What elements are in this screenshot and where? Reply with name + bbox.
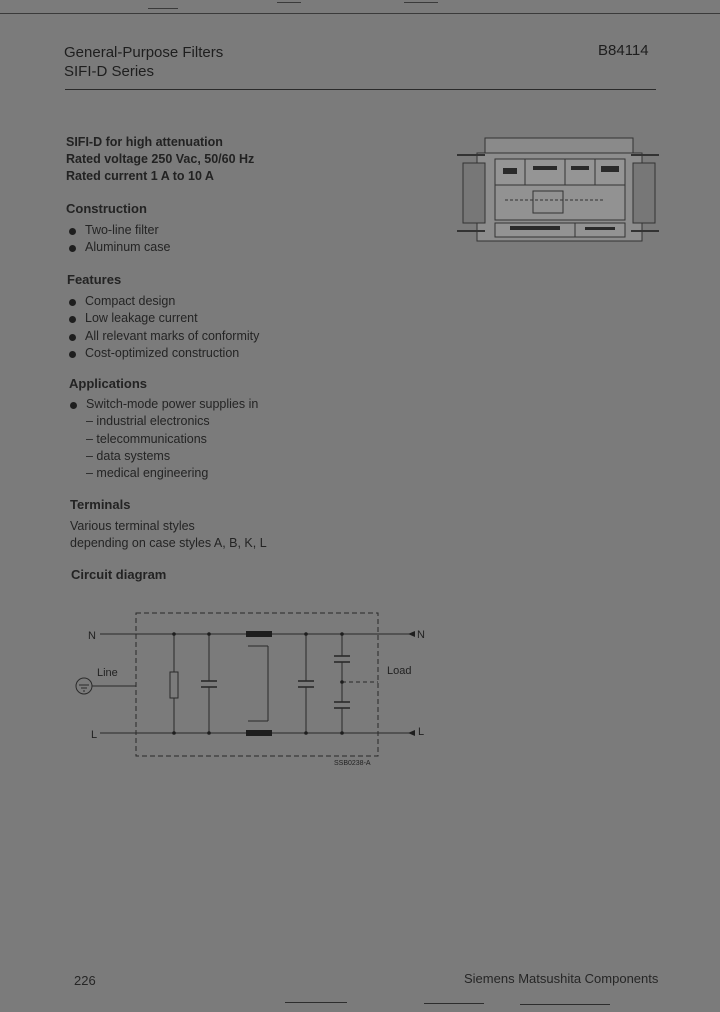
circuit-heading: Circuit diagram	[71, 567, 167, 582]
header-rule	[65, 89, 656, 90]
footer-company: Siemens Matsushita Components	[464, 971, 659, 986]
intro-block	[66, 134, 254, 185]
product-image	[455, 133, 661, 263]
intro-line-1: SIFI-D for high attenuation	[66, 135, 223, 149]
page-number: 226	[74, 973, 96, 988]
label-l-right: L	[418, 726, 425, 738]
terminals-heading: Terminals	[70, 497, 131, 512]
list-item: – industrial electronics	[86, 414, 210, 429]
construction-heading: Construction	[66, 201, 147, 216]
intro-line-3: Rated current 1 A to 10 A	[66, 169, 214, 183]
terminals-line-1: Various terminal styles	[70, 519, 195, 533]
ground-symbol	[76, 678, 92, 694]
label-load: Load	[387, 665, 412, 677]
page-title	[64, 43, 223, 81]
terminals-line-2: depending on case styles A, B, K, L	[70, 536, 267, 550]
list-item: Aluminum case	[68, 240, 170, 257]
construction-list	[68, 223, 170, 258]
bottom-scan-mark	[285, 1002, 347, 1003]
list-item: Two-line filter	[68, 223, 170, 240]
list-item: – telecommunications	[86, 431, 207, 446]
top-scan-mark	[148, 8, 178, 9]
top-scan-mark	[277, 2, 301, 3]
features-list	[68, 294, 259, 363]
intro-line-2: Rated voltage 250 Vac, 50/60 Hz	[66, 152, 255, 166]
part-number: B84114	[598, 42, 649, 59]
figure-code: SSB0238-A	[334, 760, 371, 767]
list-item: Low leakage current	[68, 311, 259, 328]
l-output-arrow	[408, 730, 415, 736]
features-heading: Features	[67, 272, 122, 287]
filter-case-drawing	[457, 138, 659, 241]
label-n-left: N	[88, 630, 96, 642]
terminals-text	[70, 518, 267, 552]
applications-list	[69, 397, 258, 483]
label-line: Line	[97, 667, 118, 679]
junction-dots	[172, 632, 344, 735]
list-item: All relevant marks of conformity	[68, 329, 259, 346]
top-scan-mark	[404, 2, 438, 3]
list-item: – medical engineering	[86, 466, 209, 481]
choke-winding-l	[246, 730, 272, 736]
label-n-right: N	[417, 629, 425, 641]
resistor	[170, 672, 178, 698]
title-line-1: General-Purpose Filters	[64, 44, 224, 61]
choke-winding-n	[246, 631, 272, 637]
circuit-diagram	[60, 600, 440, 775]
bottom-scan-mark	[520, 1004, 610, 1005]
list-item: Switch-mode power supplies in	[69, 397, 258, 414]
list-item: – data systems	[86, 448, 171, 463]
bottom-scan-mark	[424, 1003, 484, 1004]
applications-heading: Applications	[69, 376, 148, 391]
top-border-line	[0, 13, 720, 14]
title-line-2: SIFI-D Series	[64, 63, 155, 80]
applications-sub-list	[69, 414, 258, 483]
label-l-left: L	[91, 729, 98, 741]
list-item: Compact design	[68, 294, 259, 311]
list-item: Cost-optimized construction	[68, 346, 259, 363]
n-output-arrow	[408, 631, 415, 637]
